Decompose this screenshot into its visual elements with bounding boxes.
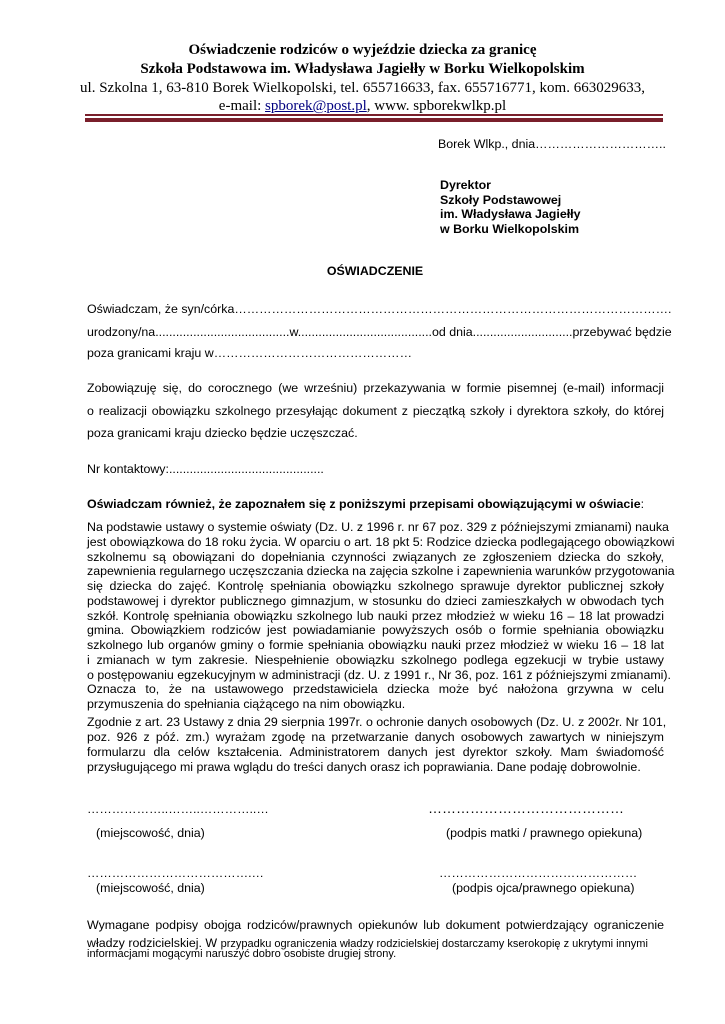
also-declare-heading	[87, 497, 644, 511]
header-contact	[0, 97, 725, 115]
gdpr-line: przysługującego mi prawa wglądu do treści danych orasz ich poprawiania. Dane podaję dobrowolnie.	[87, 760, 641, 774]
header-title: Oświadczenie rodziców o wyjeździe dziecka za granicę	[188, 42, 537, 58]
commitment-line: poza granicami kraju dziecko będzie uczęszczać.	[87, 426, 358, 440]
place-date: Borek Wlkp., dnia…………………………..	[438, 137, 666, 151]
label-place-date-1: (miejscowość, dnia)	[96, 826, 205, 840]
label-mother-signature: (podpis matki / prawnego opiekuna)	[446, 826, 643, 840]
law-line: szkolnego lub organów gminy o formie spełniania obowiązku nauki przez młodzież w wieku 16 – 18 lat	[87, 638, 664, 652]
signature-dots-father: …………………………………………	[439, 866, 638, 880]
commitment-line: Zobowiązuję się, do corocznego (we wrześniu) przekazywania w formie pisemnej (e-mail) informacji	[87, 381, 664, 395]
law-line: podstawowej i dyrektor publicznego gimnazjum, w stosunku do dzieci zamieszkałych w obwodach tych	[87, 593, 664, 608]
recipient-block	[440, 178, 581, 236]
law-line: o postępowaniu egzekucyjnym w administracji (dz. U. z 1991 r., Nr 36, poz. 161 z późniejszymi zmianami).	[87, 667, 671, 682]
law-line: Na podstawie ustawy o systemie oświaty (Dz. U. z 1996 r. nr 67 poz. 329 z późniejszymi zmianami) nauka	[87, 520, 669, 534]
declaration-line-abroad: poza granicami kraju w…………………………………………	[87, 346, 412, 360]
www-text: , www. spborekwlkp.pl	[366, 98, 507, 114]
label-father-signature: (podpis ojca/prawnego opiekuna)	[452, 881, 635, 895]
law-line: i zmianach w tym zakresie. Niespełnienie obowiązku szkolnego podlega egzekucji w trybie ustawy	[87, 652, 664, 667]
recipient-line: Dyrektor	[440, 178, 491, 192]
gdpr-line: Zgodnie z art. 23 Ustawy z dnia 29 sierpnia 1997r. o ochronie danych osobowych (Dz. U. z 2002r. Nr 101,	[87, 715, 667, 729]
recipient-line: w Borku Wielkopolskim	[440, 221, 579, 236]
declaration-line-child: Oświadczam, że syn/córka…………………………………………………………………………………………….	[87, 302, 672, 316]
header-school: Szkoła Podstawowa im. Władysława Jagiełły w Borku Wielkopolskim	[140, 61, 585, 77]
gdpr-line: poz. 926 z póź. zm.) wyrażam zgodę na przetwarzanie danych osobowych zawartych w niniejszym	[87, 730, 664, 744]
label-place-date-2: (miejscowość, dnia)	[96, 881, 205, 895]
footer-text-small: przypadku ograniczenia władzy rodzicielskiej dostarczamy kserokopię z ukrytymi innymi	[220, 938, 648, 950]
commitment-line: o realizacji obowiązku szkolnego przesyłając dokument z pieczątką szkoły i dyrektora szkoły, do której	[87, 404, 664, 418]
signature-dots-place-date-2: ………………………………….…	[87, 866, 264, 880]
header-rule-thick	[85, 118, 663, 122]
header-rule-thin	[85, 114, 663, 116]
law-line: szkół. Kontrolę spełniania obowiązku szkolnego lub nauki przez młodzież w wieku 16 – 18 lat prowadzi	[87, 608, 664, 623]
declaration-line-birth: urodzony/na.......................................w.......................................od dnia.............................przebywać będzie	[87, 325, 672, 339]
law-line: jest obowiązkowa do 18 roku życia. W oparciu o art. 18 pkt 5: Rodzice dziecka podlegającego obowiązkowi	[87, 534, 675, 549]
signature-dots-mother: ……………………………………	[428, 800, 624, 816]
email-link[interactable]: spborek@post.pl	[265, 98, 367, 114]
header-address: ul. Szkolna 1, 63-810 Borek Wielkopolski, tel. 655716633, fax. 655716771, kom. 663029633,	[80, 80, 645, 96]
footer-note-line: Wymagane podpisy obojga rodziców/prawnych opiekunów lub dokument potwierdzający ograniczenie	[87, 918, 664, 932]
law-line: Oznacza to, że na ustawowego przedstawiciela dziecka może być nałożona grzywna w celu	[87, 682, 664, 697]
contact-number-field: Nr kontaktowy:.............................................	[87, 462, 324, 476]
recipient-line: im. Władysława Jagiełły	[440, 207, 581, 221]
also-declare-colon: :	[640, 497, 645, 511]
law-line: się dziecka do zajęć. Kontrolę spełniania obowiązku szkolnego sprawuje dyrektor publicznej szkoły	[87, 579, 664, 593]
also-declare-text: Oświadczam również, że zapoznałem się z poniższymi przepisami obowiązującymi w oświacie	[87, 497, 641, 511]
law-line: szkolnemu są obowiązani do dopełniania czynności związanych ze zgłoszeniem dziecka do szkoły,	[87, 549, 664, 564]
law-line: gmina. Obowiązkiem rodziców jest powiadamianie powyższych osób o formie spełniania obowiązku	[87, 623, 664, 638]
footer-text-large: władzy rodzicielskiej. W	[87, 936, 221, 950]
footer-note-line: informacjami mogącymi naruszyć dobro osobiste drugiej strony.	[87, 948, 397, 960]
law-line: przymuszenia do spełniania ciążącego na nim obowiązku.	[87, 697, 406, 711]
document-title: OŚWIADCZENIE	[326, 264, 424, 278]
gdpr-line: formularzu dla celów kształcenia. Administratorem danych jest dyrektor szkoły. Mam świadomość	[87, 745, 664, 759]
recipient-line: Szkoły Podstawowej	[440, 192, 562, 207]
law-line: zapewnienia regularnego uczęszczania dziecka na zajęcia szkolne i zapewnienia warunków przygotowania	[87, 564, 675, 579]
email-prefix: e-mail:	[218, 98, 266, 114]
signature-dots-place-date-1: ………………..……..…………..…	[87, 802, 269, 816]
